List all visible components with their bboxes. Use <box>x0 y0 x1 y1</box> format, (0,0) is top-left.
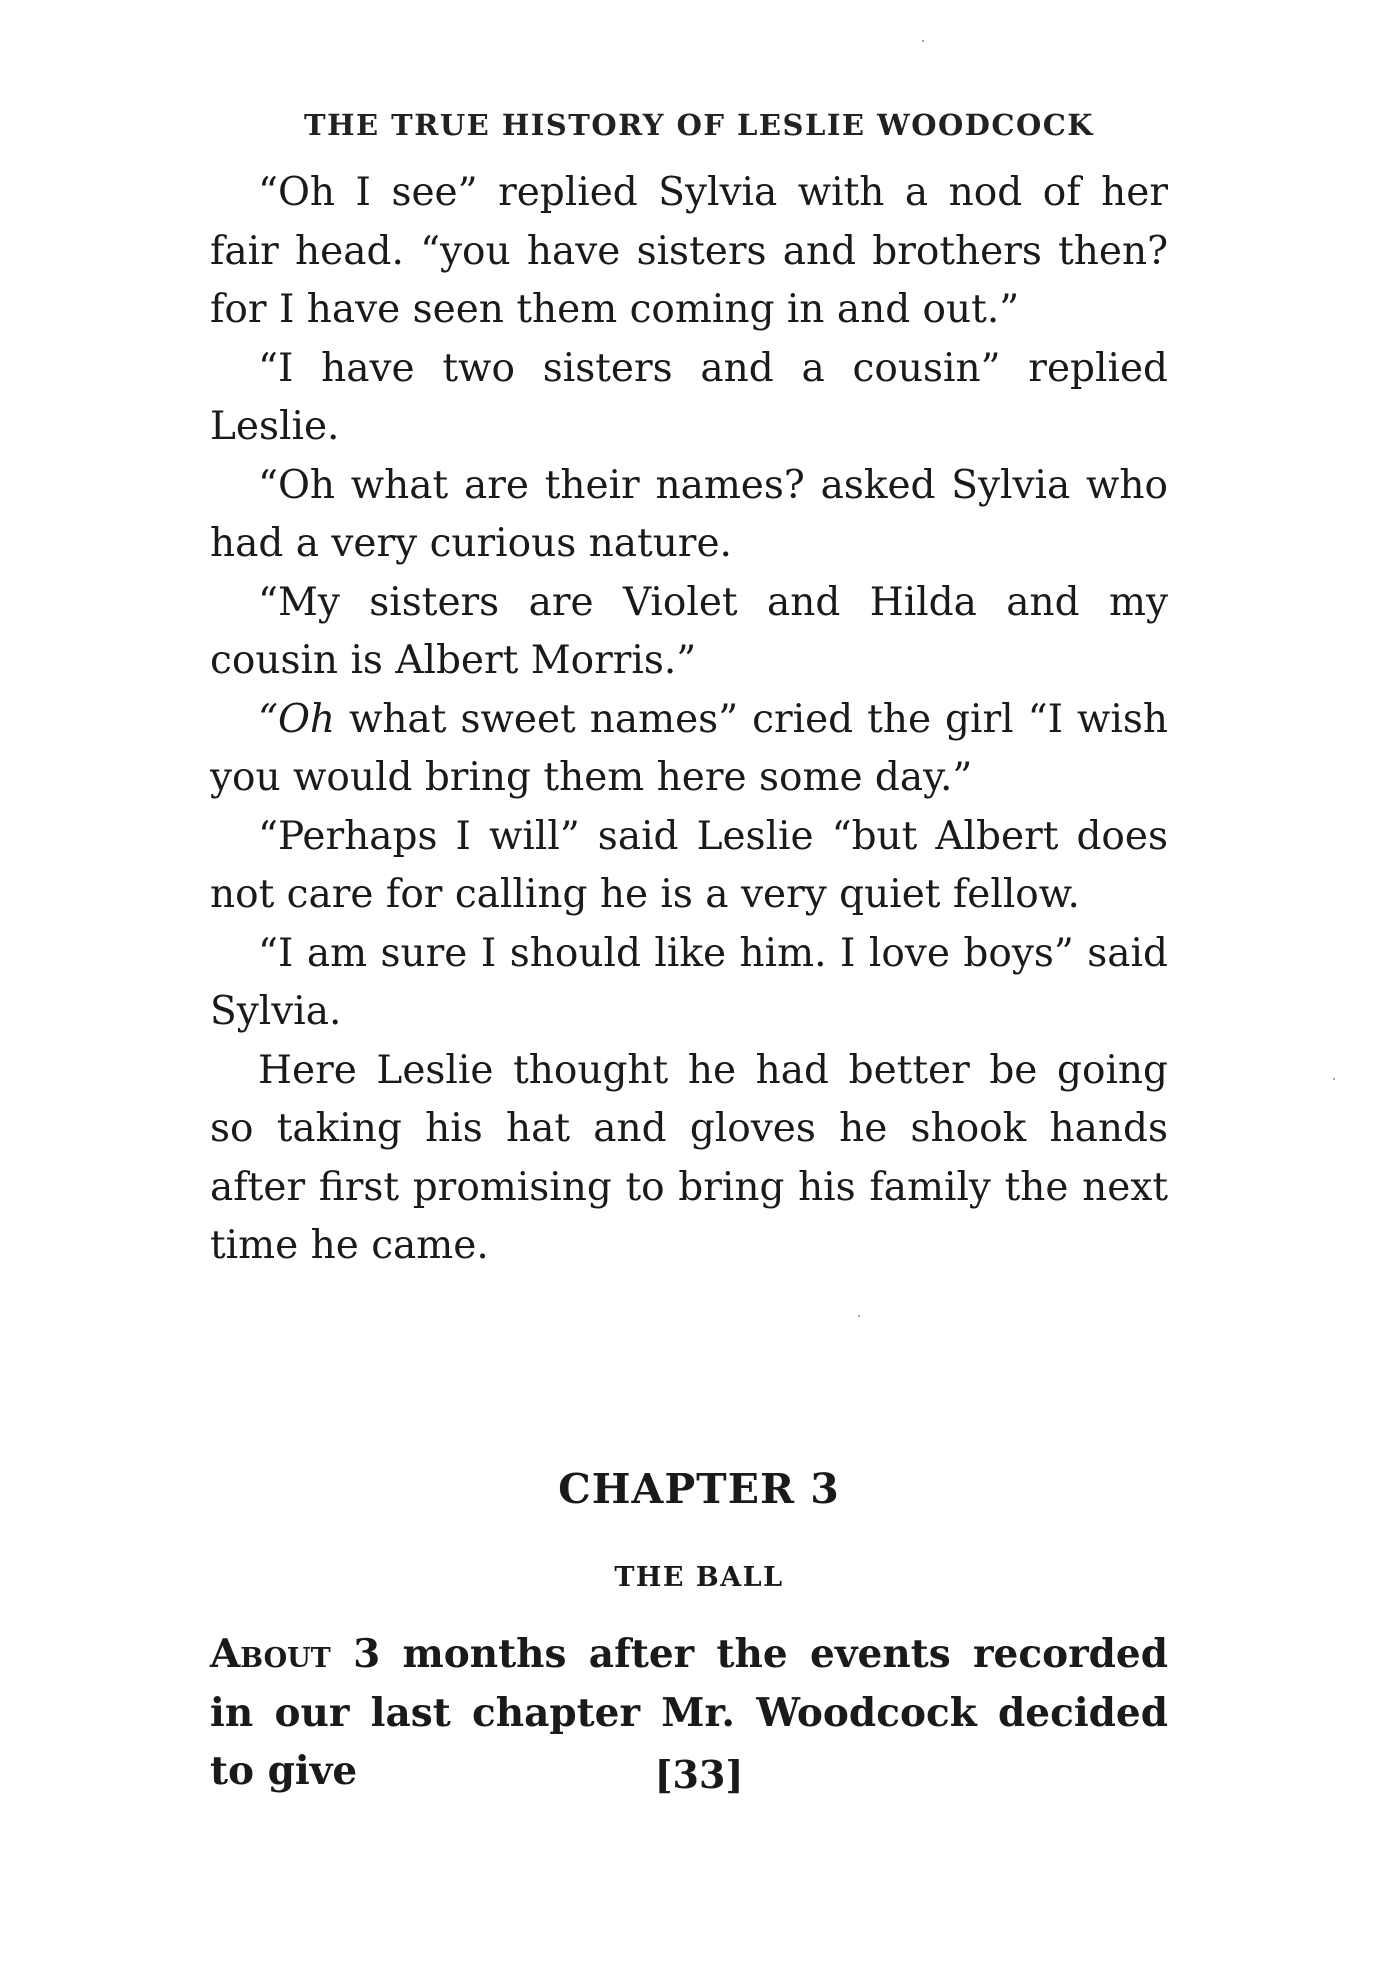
paragraph-8: Here Leslie thought he had better be going so taking his hat and gloves he shook hands after first promising to bring his family the next time he came. <box>210 1047 1168 1268</box>
chapter-title: CHAPTER 3 <box>558 1465 840 1513</box>
paragraph-5-italic-lead: “Oh <box>258 696 336 742</box>
paper-speck <box>858 1315 860 1317</box>
paper-speck <box>1333 1078 1335 1080</box>
body-text <box>210 164 1168 1276</box>
paragraph-2: “I have two sisters and a cousin” replied Leslie. <box>210 345 1168 449</box>
chapter-subtitle: THE BALL <box>614 1562 784 1593</box>
paragraph-7: “I am sure I should like him. I love boys” said Sylvia. <box>210 930 1168 1034</box>
paragraph-5-rest: what sweet names” cried the girl “I wish you would bring them here some day.” <box>210 696 1168 800</box>
paragraph-3: “Oh what are their names? asked Sylvia who had a very curious nature. <box>210 462 1168 566</box>
chapter-opening-smallcaps: About <box>210 1631 331 1677</box>
page-number: [33] <box>654 1752 744 1797</box>
running-head: THE TRUE HISTORY OF LESLIE WOODCOCK <box>303 108 1095 142</box>
paragraph-6: “Perhaps I will” said Leslie “but Albert does not care for calling he is a very quiet fellow. <box>210 813 1168 917</box>
paragraph-1: “Oh I see” replied Sylvia with a nod of her fair head. “you have sisters and brothers then? for I have seen them coming in and out.” <box>210 170 1168 332</box>
paragraph-5 <box>210 691 1168 808</box>
chapter-opening-rest: 3 months after the events recorded in our last chapter Mr. Woodcock decided to give <box>210 1631 1168 1794</box>
paper-speck <box>922 40 924 42</box>
paragraph-4: “My sisters are Violet and Hilda and my cousin is Albert Morris.” <box>210 579 1168 683</box>
